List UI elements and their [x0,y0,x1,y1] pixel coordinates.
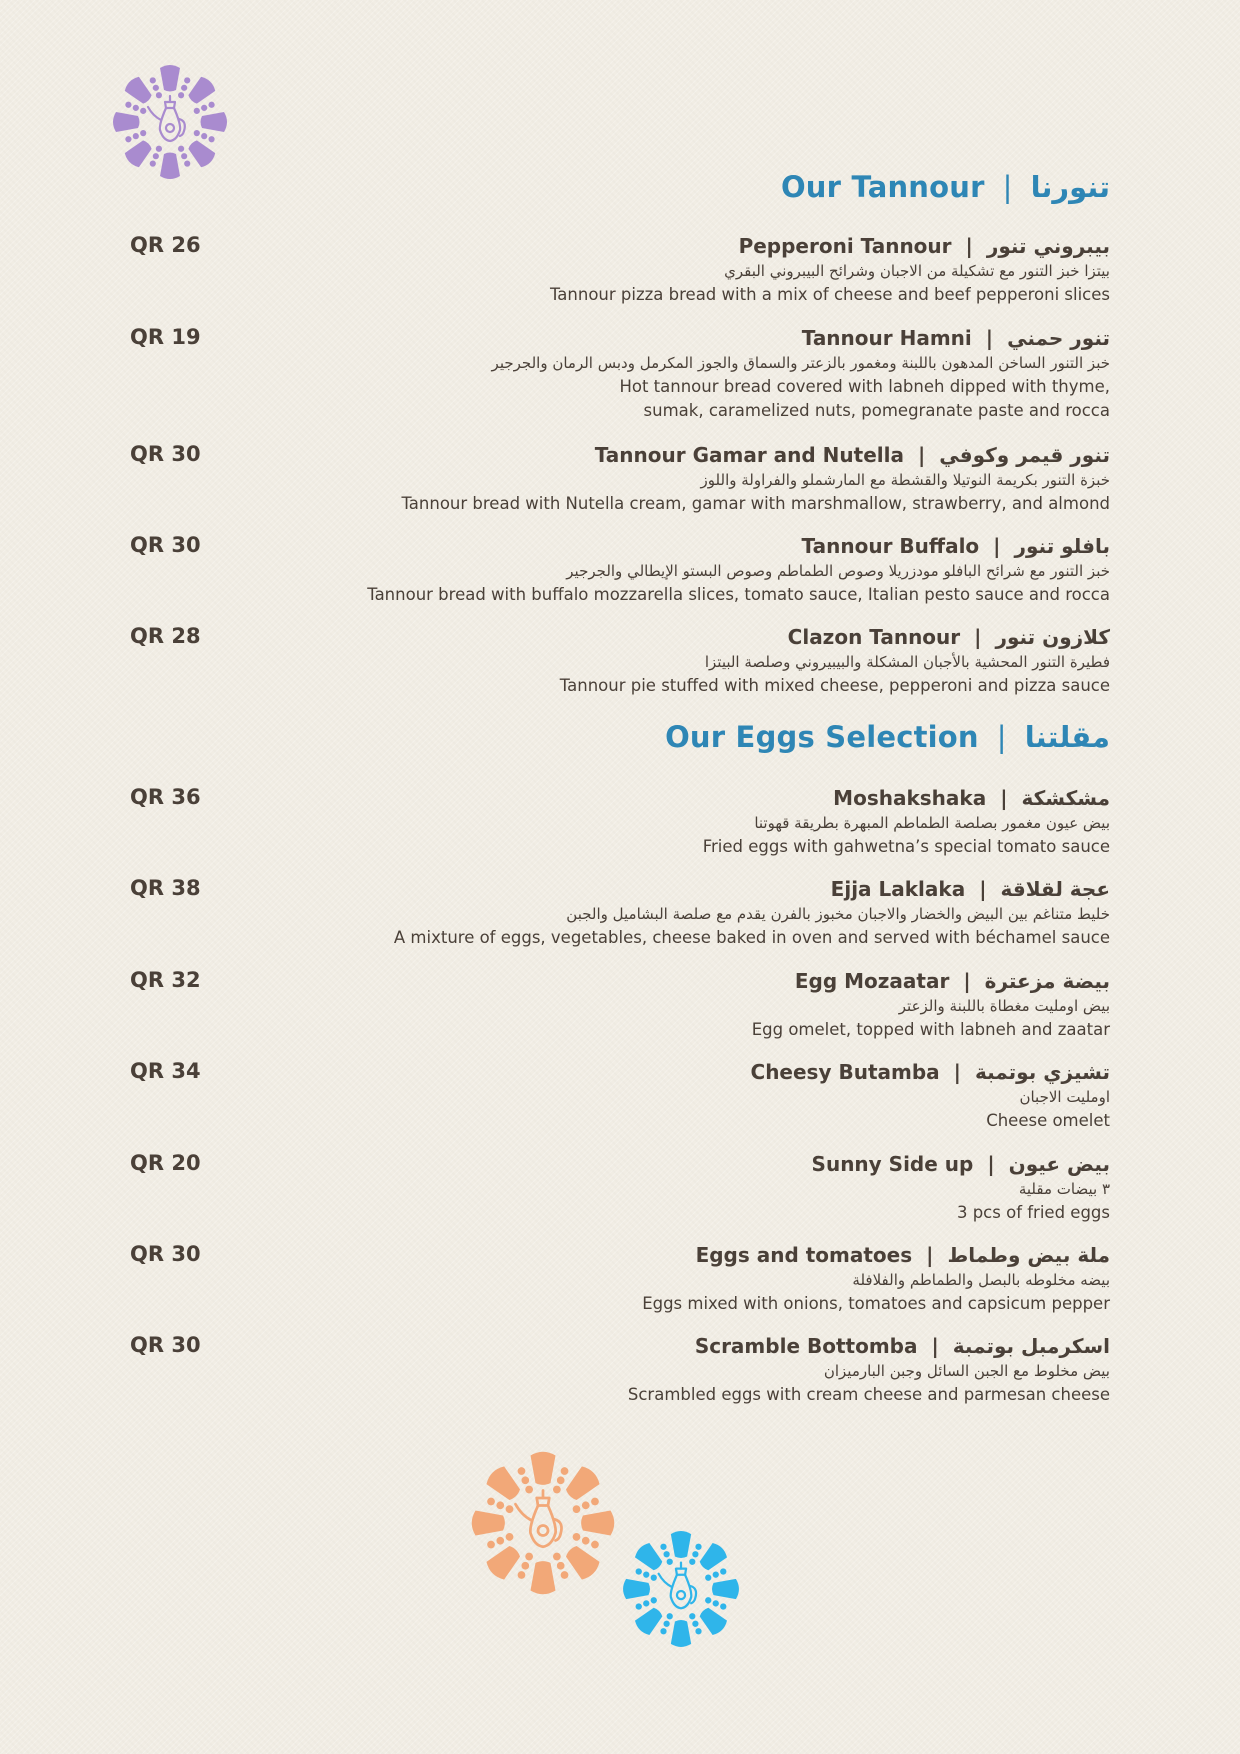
item-name-en: Tannour Buffalo [801,534,980,558]
item-name-en: Pepperoni Tannour [738,234,952,258]
item-name-en: Scramble Bottomba [694,1334,918,1358]
item-name-separator: | [931,1334,939,1358]
item-name-ar: اسكرمبل بوتمبة [952,1334,1110,1358]
item-name [290,1333,1110,1359]
item-price: QR 36 [130,785,201,809]
item-name-ar: تنور حمني [1007,326,1110,350]
item-name-ar: بيضة مزعترة [984,969,1110,993]
menu-item [0,1059,1240,1139]
item-name-en: Tannour Gamar and Nutella [594,443,904,467]
item-description-ar: خبزة التنور بكريمة النوتيلا والقشطة مع المارشملو والفراولة واللوز [700,471,1110,489]
item-price: QR 26 [130,233,201,257]
item-description-en: Tannour pizza bread with a mix of cheese and beef pepperoni slices [549,285,1110,304]
item-description-en: Tannour bread with buffalo mozzarella slices, tomato sauce, Italian pesto sauce and rocca [367,585,1110,604]
item-name-separator: | [993,534,1001,558]
dallah-emblem-orange [468,1448,618,1598]
item-name [290,233,1110,259]
item-description-en: Eggs mixed with onions, tomatoes and capsicum pepper [642,1294,1110,1313]
item-text [290,1242,1110,1316]
item-description-en: 3 pcs of fried eggs [956,1203,1110,1222]
item-name-ar: تشيزي بوتمبة [974,1060,1110,1084]
item-description-ar: خبز التنور مع شرائح البافلو مودزريلا وصوص الطماطم وصوص البستو الإيطالي والجرجير [566,562,1110,580]
item-name [290,533,1110,559]
section-title-tannour [781,170,1110,204]
menu-item [0,533,1240,613]
item-name-separator: | [979,877,987,901]
item-name-separator: | [917,443,926,467]
item-name [290,876,1110,902]
item-name-separator: | [965,234,973,258]
item-name-separator: | [1000,786,1008,810]
dallah-emblem-purple [110,62,230,182]
menu-item [0,876,1240,956]
item-name-ar: بيبروني تنور [986,234,1110,258]
item-name [290,624,1110,650]
dallah-emblem-blue [620,1528,742,1650]
item-price: QR 30 [130,533,201,557]
item-name [290,1151,1110,1177]
item-text [290,624,1110,698]
item-description-ar: بيضه مخلوطه بالبصل والطماطم والفلافلة [852,1271,1110,1289]
item-text [290,876,1110,950]
item-price: QR 28 [130,624,201,648]
section-title-ar: تنورنا [1030,170,1110,204]
item-description-ar: بيض عيون مغمور بصلصة الطماطم المبهرة بطريقة قهوتنا [754,814,1110,832]
item-name-en: Eggs and tomatoes [695,1243,913,1267]
item-name-ar: تنور قيمر وكوفي [939,443,1110,467]
item-name-en: Sunny Side up [811,1152,974,1176]
section-title-separator: | [1002,170,1013,204]
item-price: QR 30 [130,1333,201,1357]
item-name-en: Moshakshaka [833,786,987,810]
item-name-en: Egg Mozaatar [794,969,950,993]
menu-item [0,1242,1240,1322]
item-text [290,1151,1110,1225]
item-name-separator: | [926,1243,934,1267]
menu-item [0,785,1240,865]
item-price: QR 34 [130,1059,201,1083]
item-name [290,1242,1110,1268]
item-description-en: sumak, caramelized nuts, pomegranate paste and rocca [643,401,1110,420]
section-title-en: Our Tannour [780,170,985,204]
item-name-en: Cheesy Butamba [750,1060,940,1084]
item-price: QR 38 [130,876,201,900]
item-description-en: Tannour pie stuffed with mixed cheese, pepperoni and pizza sauce [559,676,1110,695]
item-description-ar: بيض مخلوط مع الجبن السائل وجبن البارميزان [823,1362,1110,1380]
item-name-separator: | [985,326,994,350]
item-description-ar: خبز التنور الساخن المدهون باللبنة ومغمور بالزعتر والسماق والجوز المكرمل ودبس الرمان والجرجير [491,354,1110,372]
item-name-en: Tannour Hamni [801,326,972,350]
item-name-ar: بيض عيون [1008,1152,1110,1176]
item-name-en: Ejja Laklaka [830,877,966,901]
section-title-en: Our Eggs Selection [665,720,979,754]
item-name-ar: بافلو تنور [1014,534,1110,558]
menu-item [0,442,1240,522]
item-name [290,785,1110,811]
menu-item [0,325,1240,420]
item-price: QR 19 [130,325,201,349]
item-text [290,533,1110,607]
item-text [290,968,1110,1042]
item-description-ar: ٣ بيضات مقلية [1018,1180,1110,1198]
item-description-en: A mixture of eggs, vegetables, cheese baked in oven and served with béchamel sauce [393,928,1110,947]
item-text [290,442,1110,516]
item-text [290,1059,1110,1133]
item-name-ar: ملة بيض وطماط [947,1243,1110,1267]
section-title-separator: | [996,720,1007,754]
item-description-en: Hot tannour bread covered with labneh dipped with thyme, [619,377,1110,396]
item-price: QR 20 [130,1151,201,1175]
item-description-ar: فطيرة التنور المحشية بالأجبان المشكلة والبيبيروني وصلصة البيتزا [704,653,1110,671]
item-description-en: Tannour bread with Nutella cream, gamar with marshmallow, strawberry, and almond [401,494,1110,513]
item-name-separator: | [987,1152,995,1176]
item-name [290,442,1110,468]
item-text [290,785,1110,859]
item-name-ar: عجة لقلاقة [1000,877,1110,901]
item-description-en: Cheese omelet [986,1111,1110,1130]
item-name-separator: | [953,1060,961,1084]
item-name-separator: | [974,625,982,649]
item-text [290,1333,1110,1407]
section-title-eggs [665,720,1110,754]
section-title-ar: مقلتنا [1024,720,1110,754]
item-name-ar: مشكشكة [1021,786,1110,810]
item-description-ar: بيض اومليت مغطاة باللبنة والزعتر [898,997,1110,1015]
item-name [290,325,1110,351]
item-description-en: Fried eggs with gahwetna’s special tomato sauce [702,837,1110,856]
menu-item [0,233,1240,313]
item-name-separator: | [963,969,971,993]
menu-item [0,624,1240,704]
menu-item [0,968,1240,1048]
menu-item [0,1333,1240,1413]
item-price: QR 30 [130,1242,201,1266]
item-name-en: Clazon Tannour [787,625,961,649]
item-name-ar: كلازون تنور [995,625,1110,649]
item-name [290,968,1110,994]
item-description-ar: خليط متناغم بين البيض والخضار والاجبان مخبوز بالفرن يقدم مع صلصة البشاميل والجبن [566,905,1110,923]
item-description-en: Egg omelet, topped with labneh and zaatar [751,1020,1110,1039]
item-description-en: Scrambled eggs with cream cheese and parmesan cheese [627,1385,1110,1404]
item-description-ar: اومليت الاجبان [1019,1088,1110,1106]
item-text [290,233,1110,307]
menu-item [0,1151,1240,1231]
item-text [290,325,1110,423]
item-description-ar: بيتزا خبز التنور مع تشكيلة من الاجبان وشرائح البيبروني البقري [724,262,1110,280]
item-price: QR 32 [130,968,201,992]
item-name [290,1059,1110,1085]
item-price: QR 30 [130,442,201,466]
